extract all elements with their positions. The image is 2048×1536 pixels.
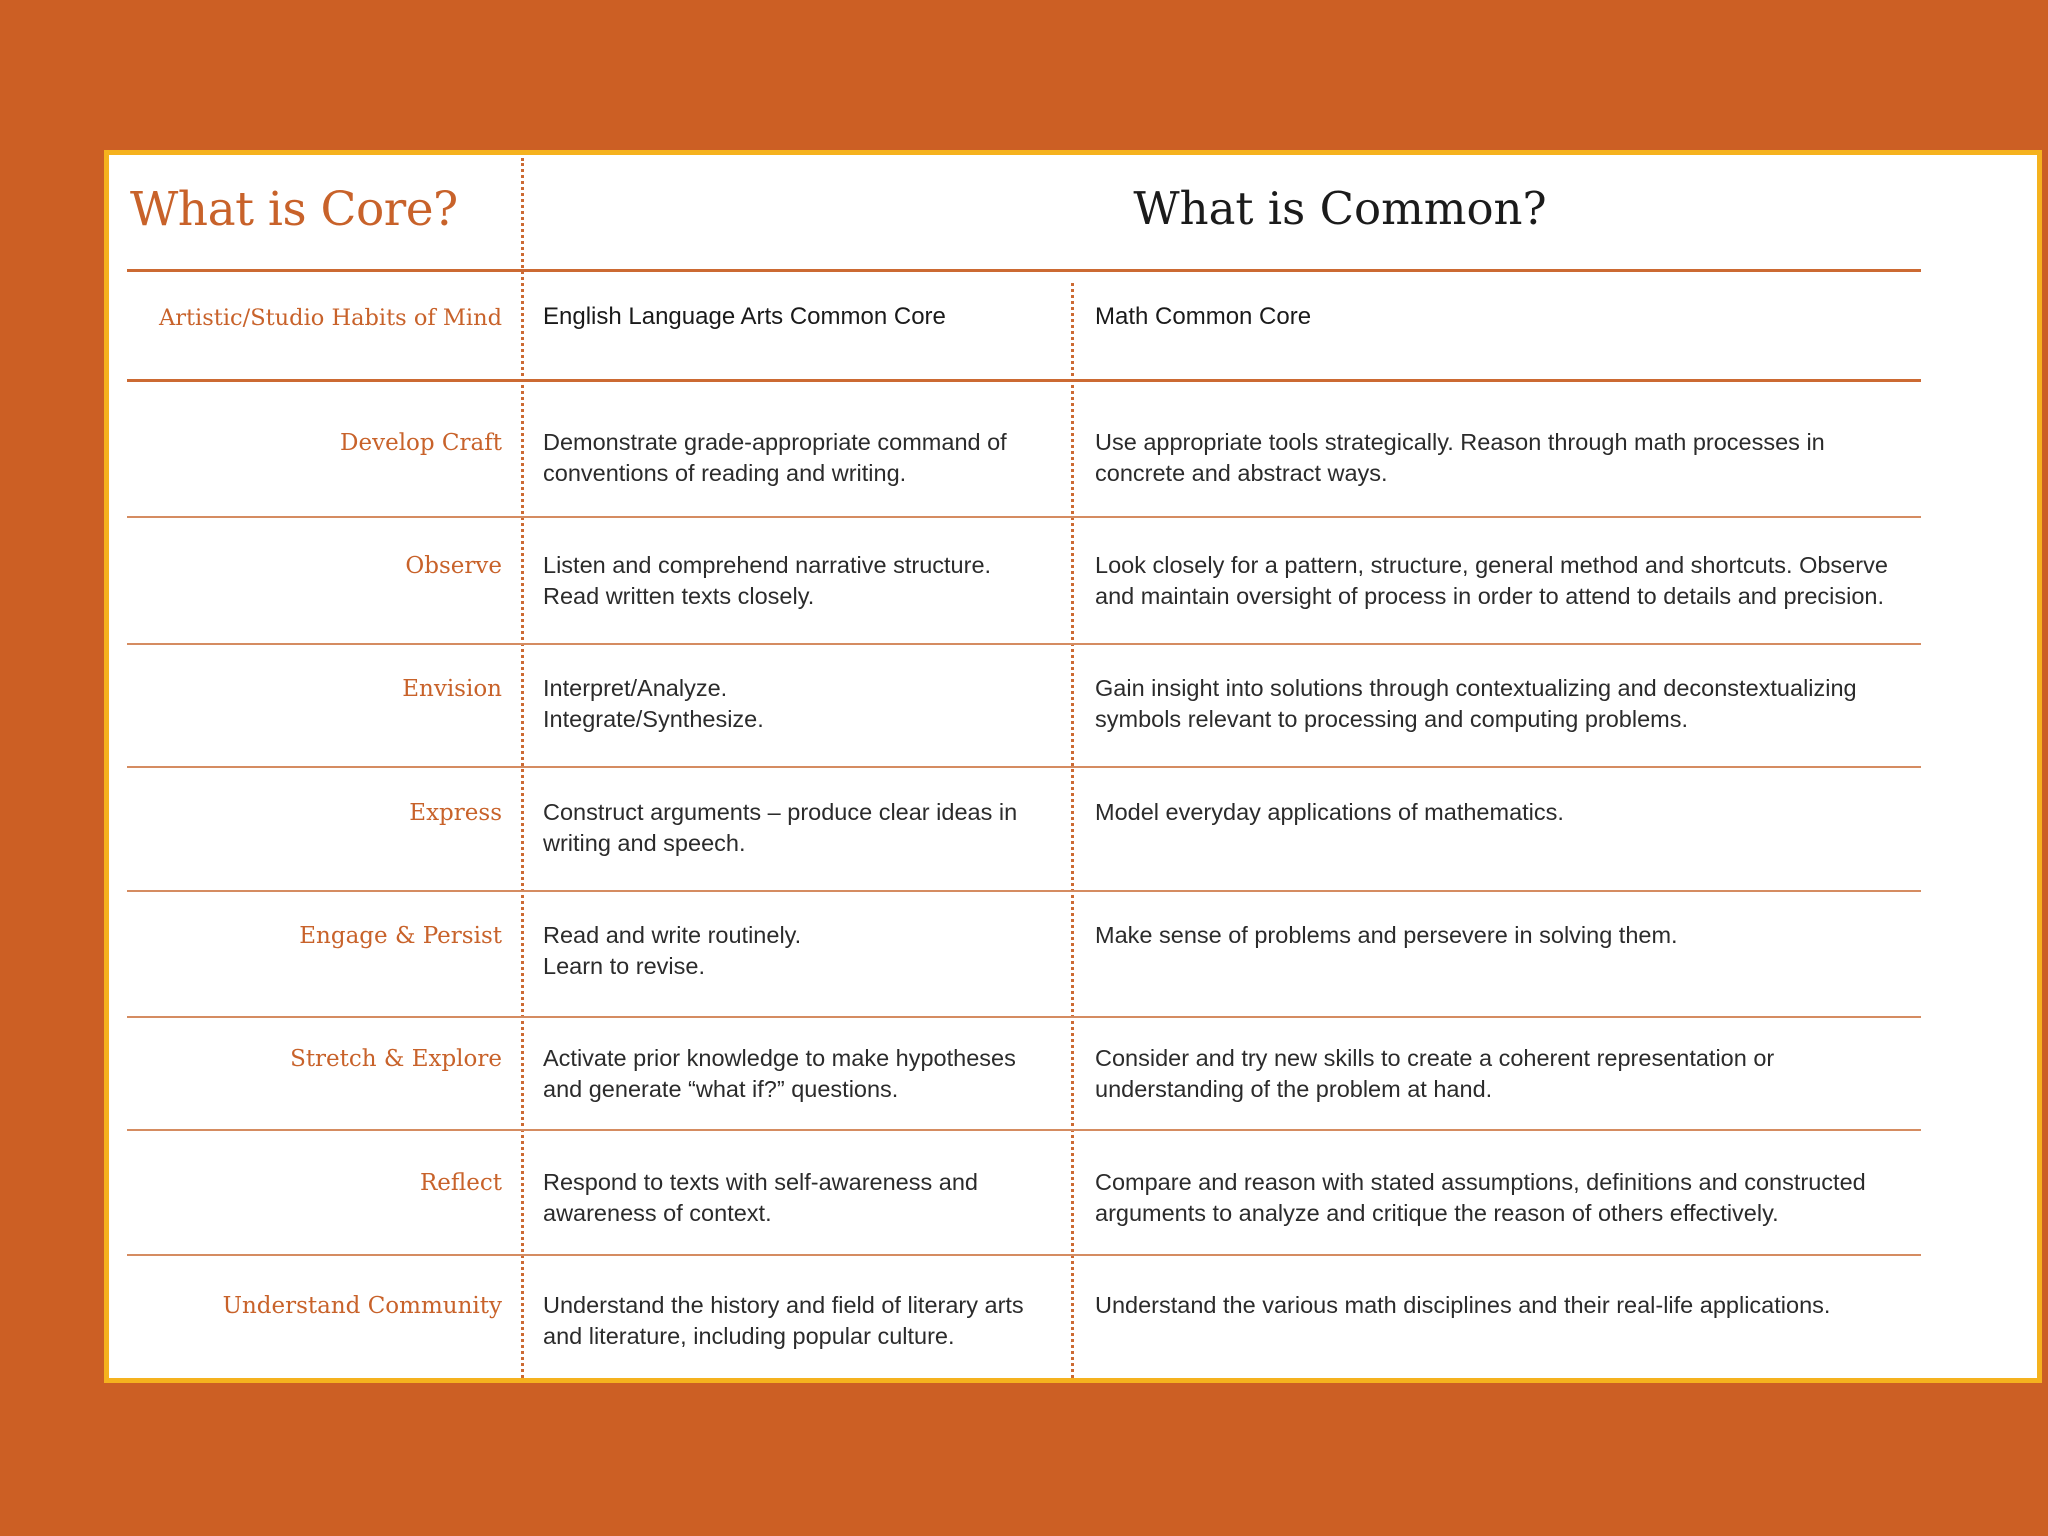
math-cell [1095, 427, 1825, 489]
core-column-divider [521, 158, 524, 1378]
ela-cell [543, 920, 801, 982]
ela-cell [543, 1290, 1024, 1352]
math-cell-line: Gain insight into solutions through contextualizing and deconstextualizing [1095, 675, 1857, 701]
ela-cell [543, 427, 1007, 489]
ela-cell-line: Demonstrate grade-appropriate command of [543, 429, 1007, 455]
math-cell [1095, 797, 1564, 828]
core-heading: What is Core? [130, 182, 458, 237]
ela-cell-line: Interpret/Analyze. [543, 675, 728, 701]
ela-cell-line: Read written texts closely. [543, 583, 815, 609]
ela-cell-line: Learn to revise. [543, 953, 705, 979]
math-cell-line: Look closely for a pattern, structure, general method and shortcuts. Observe [1095, 552, 1888, 578]
row-separator [127, 516, 1921, 518]
math-cell [1095, 1043, 1774, 1105]
ela-cell-line: Construct arguments – produce clear ideas in [543, 799, 1018, 825]
math-cell-line: Model everyday applications of mathematics. [1095, 799, 1564, 825]
math-cell-line: Use appropriate tools strategically. Reason through math processes in [1095, 429, 1825, 455]
math-cell [1095, 673, 1857, 735]
math-cell [1095, 550, 1888, 612]
math-cell [1095, 920, 1678, 951]
ela-cell-line: and literature, including popular culture. [543, 1323, 955, 1349]
ela-cell-line: Read and write routinely. [543, 922, 802, 948]
math-cell-line: and maintain oversight of process in order to attend to details and precision. [1095, 583, 1885, 609]
math-column-header: Math Common Core [1095, 303, 1312, 330]
ela-cell [543, 673, 764, 735]
ela-cell [543, 797, 1017, 859]
math-cell-line: arguments to analyze and critique the reason of others effectively. [1095, 1200, 1779, 1226]
row-separator [127, 890, 1921, 892]
habit-label: Engage & Persist [299, 923, 502, 949]
row-separator [127, 1254, 1921, 1256]
math-cell-line: Understand the various math disciplines and their real-life applications. [1095, 1292, 1831, 1318]
math-cell-line: concrete and abstract ways. [1095, 460, 1388, 486]
row-separator [127, 643, 1921, 645]
math-cell-line: Compare and reason with stated assumptions, definitions and constructed [1095, 1169, 1866, 1195]
habit-label: Observe [405, 553, 502, 579]
habit-label: Develop Craft [340, 430, 502, 456]
ela-cell-line: and generate “what if?” questions. [543, 1076, 899, 1102]
ela-cell [543, 550, 991, 612]
ela-cell [543, 1043, 1016, 1105]
ela-cell-line: writing and speech. [543, 830, 746, 856]
math-cell [1095, 1290, 1830, 1321]
ela-column-header: English Language Arts Common Core [543, 303, 946, 330]
habit-label: Reflect [419, 1170, 502, 1196]
math-cell-line: Consider and try new skills to create a coherent representation or [1095, 1045, 1775, 1071]
row-separator [127, 1016, 1921, 1018]
habit-label: Envision [402, 676, 502, 702]
ela-cell-line: Listen and comprehend narrative structure. [543, 552, 992, 578]
ela-cell-line: Activate prior knowledge to make hypotheses [543, 1045, 1016, 1071]
column-head-rule [127, 379, 1921, 382]
common-heading: What is Common? [1133, 182, 1547, 235]
row-separator [127, 1129, 1921, 1131]
math-cell-line: symbols relevant to processing and computing problems. [1095, 706, 1689, 732]
row-separator [127, 766, 1921, 768]
ela-cell-line: conventions of reading and writing. [543, 460, 907, 486]
ela-cell [543, 1167, 978, 1229]
header-rule [127, 269, 1921, 272]
habit-label: Express [409, 800, 502, 826]
ela-cell-line: awareness of context. [543, 1200, 772, 1226]
habits-column-header: Artistic/Studio Habits of Mind [159, 305, 502, 331]
ela-cell-line: Understand the history and field of literary arts [543, 1292, 1024, 1318]
habit-label: Understand Community [222, 1293, 502, 1319]
math-cell-line: understanding of the problem at hand. [1095, 1076, 1493, 1102]
ela-cell-line: Integrate/Synthesize. [543, 706, 764, 732]
math-cell-line: Make sense of problems and persevere in solving them. [1095, 922, 1678, 948]
ela-cell-line: Respond to texts with self-awareness and [543, 1169, 978, 1195]
ela-math-divider [1071, 283, 1074, 1378]
habit-label: Stretch & Explore [290, 1046, 502, 1072]
math-cell [1095, 1167, 1866, 1229]
